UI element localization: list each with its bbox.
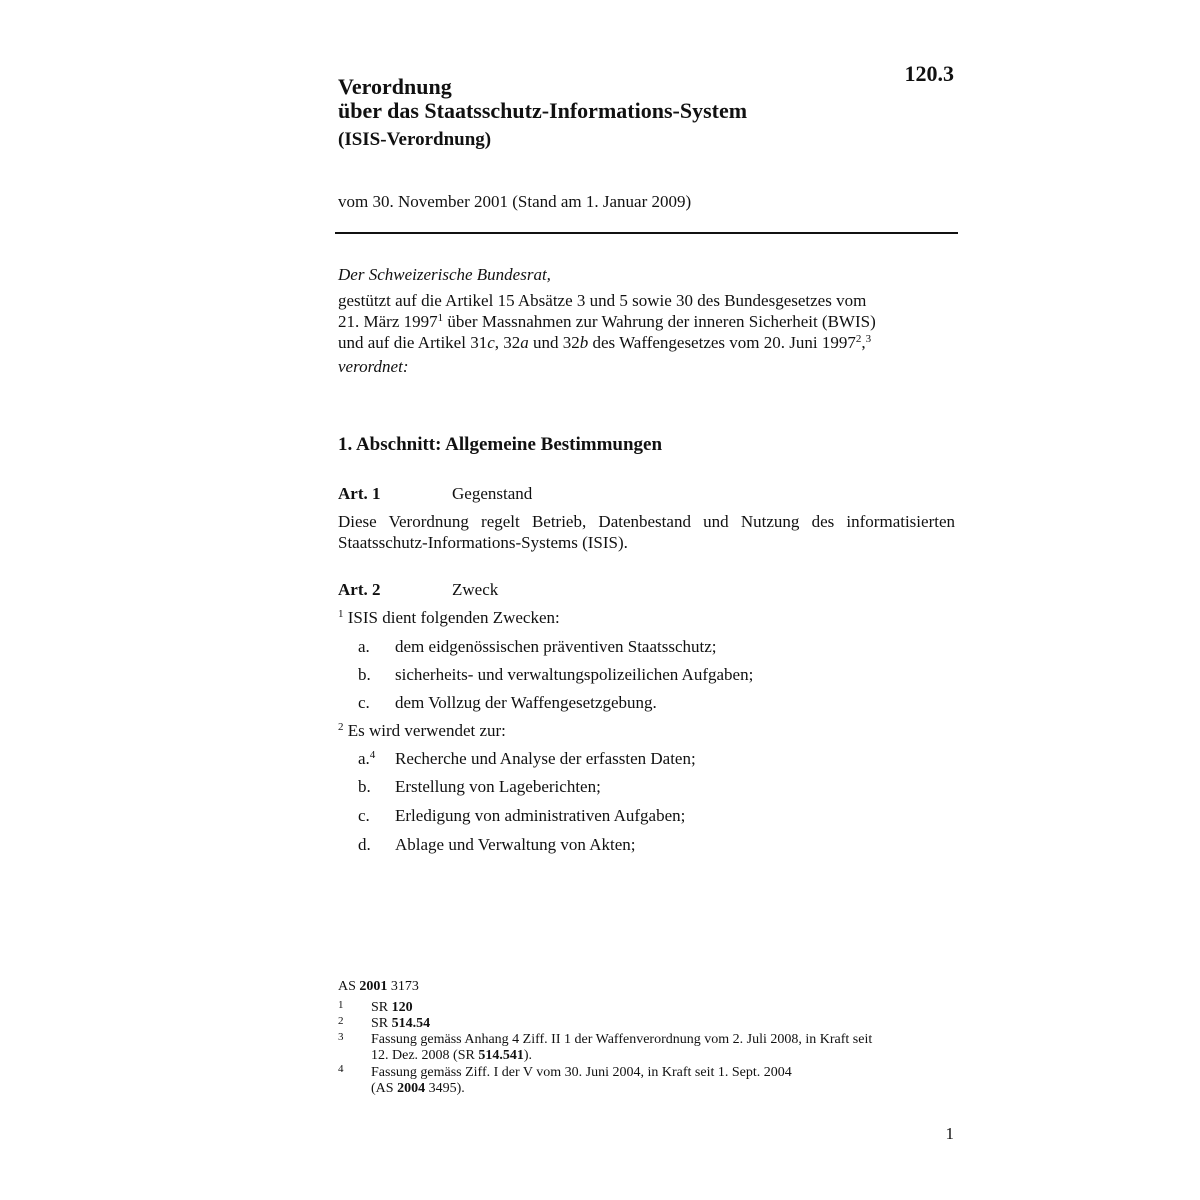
art2-title: Zweck: [452, 580, 499, 599]
list-item-label: c.: [358, 806, 370, 825]
issue-date: vom 30. November 2001 (Stand am 1. Januar 2009): [338, 192, 692, 211]
preamble-line-2-end: über Massnahmen zur Wahrung der inneren Sicherheit (BWIS): [443, 312, 876, 331]
preamble-decree: verordnet:: [338, 357, 409, 376]
preamble-line-3-and: und 32: [528, 333, 580, 352]
footnote-3-ref: 514.541: [478, 1048, 524, 1063]
list-item-text: dem eidgenössischen präventiven Staatsschutz;: [395, 637, 717, 656]
page-number: 1: [945, 1124, 954, 1143]
footnote-3-line-1: Fassung gemäss Anhang 4 Ziff. II 1 der Waffenverordnung vom 2. Juli 2008, in Kraft seit: [371, 1032, 873, 1047]
art1-label: Art. 1: [338, 484, 381, 503]
preamble-authority: Der Schweizerische Bundesrat,: [338, 265, 551, 284]
header-divider: [335, 232, 958, 234]
preamble-comma: ,: [861, 333, 866, 352]
preamble-line-2: [338, 311, 876, 332]
footnote-4-close: 3495).: [425, 1081, 465, 1096]
footnote-4-line-2: [371, 1081, 465, 1097]
section-heading: 1. Abschnitt: Allgemeine Bestimmungen: [338, 434, 663, 455]
footnote-2-number: 2: [338, 1015, 344, 1027]
as-page: 3173: [387, 979, 419, 994]
footnote-3-close: ).: [523, 1048, 532, 1063]
footnote-1-prefix: SR: [371, 1000, 392, 1015]
footnote-3-line-2: [371, 1048, 532, 1064]
list-item-text: Ablage und Verwaltung von Akten;: [395, 835, 636, 854]
list-item-label: [358, 749, 375, 769]
preamble-line-3-part: , 32: [494, 333, 521, 352]
as-reference: [338, 979, 419, 995]
title-line-2: über das Staatsschutz-Informations-System: [338, 98, 748, 123]
subtitle: (ISIS-Verordnung): [338, 129, 492, 150]
list-item-label: b.: [358, 665, 371, 684]
as-year: 2001: [359, 979, 388, 994]
para-number-1: 1: [338, 608, 344, 620]
footnote-4-line-1: Fassung gemäss Ziff. I der V vom 30. Juni 2004, in Kraft seit 1. Sept. 2004: [371, 1065, 792, 1080]
footnote-1-number: 1: [338, 999, 344, 1011]
art2-para-2: [338, 721, 506, 741]
list-item-label: d.: [358, 835, 371, 854]
para-2-text: Es wird verwendet zur:: [343, 721, 506, 740]
footnote-3-number: 3: [338, 1031, 344, 1043]
footnote-1: [371, 1000, 413, 1016]
article-letter-c: c: [487, 333, 495, 352]
art1-title: Gegenstand: [452, 484, 533, 503]
list-item-letter: a.: [358, 749, 370, 768]
footnote-ref-2: 2: [855, 333, 862, 345]
footnote-ref-4: 4: [369, 749, 376, 761]
art1-text: Diese Verordnung regelt Betrieb, Datenbestand und Nutzung des informatisierten Staatsschutz-Informations-Systems (ISIS).: [338, 512, 955, 552]
footnote-2-prefix: SR: [371, 1016, 392, 1031]
sr-number: 120.3: [904, 61, 954, 86]
list-item-text: Recherche und Analyse der erfassten Daten;: [395, 749, 696, 768]
art2-para-1: [338, 608, 560, 628]
art2-label: Art. 2: [338, 580, 381, 599]
footnote-3-text: 12. Dez. 2008 (SR: [371, 1048, 479, 1063]
list-item-text: dem Vollzug der Waffengesetzgebung.: [395, 693, 657, 712]
title-line-1: Verordnung: [338, 74, 452, 99]
preamble-line-3: [338, 332, 871, 353]
para-number-2: 2: [338, 721, 344, 733]
as-prefix: AS: [338, 979, 360, 994]
article-letter-a: a: [520, 333, 529, 352]
list-item-text: sicherheits- und verwaltungspolizeilichen Aufgaben;: [395, 665, 754, 684]
list-item-text: Erstellung von Lageberichten;: [395, 777, 601, 796]
footnote-ref-3: 3: [865, 333, 872, 345]
preamble-line-2-start: 21. März 1997: [338, 312, 438, 331]
footnote-2: [371, 1016, 430, 1032]
list-item-label: c.: [358, 693, 370, 712]
footnote-ref-1: 1: [437, 312, 444, 324]
preamble-line-3-end: des Waffengesetzes vom 20. Juni 1997: [588, 333, 856, 352]
article-letter-b: b: [579, 333, 589, 352]
footnote-4-year: 2004: [397, 1081, 426, 1096]
para-1-text: ISIS dient folgenden Zwecken:: [343, 608, 560, 627]
preamble-line-1: gestützt auf die Artikel 15 Absätze 3 und 5 sowie 30 des Bundesgesetzes vom: [338, 291, 867, 310]
list-item-label: a.: [358, 637, 370, 656]
footnote-4-number: 4: [338, 1063, 344, 1075]
footnote-2-ref: 514.54: [391, 1016, 431, 1031]
list-item-label: b.: [358, 777, 371, 796]
preamble-line-3-start: und auf die Artikel 31: [338, 333, 488, 352]
list-item-text: Erledigung von administrativen Aufgaben;: [395, 806, 686, 825]
footnote-4-text: (AS: [371, 1081, 398, 1096]
footnote-1-ref: 120: [391, 1000, 413, 1015]
